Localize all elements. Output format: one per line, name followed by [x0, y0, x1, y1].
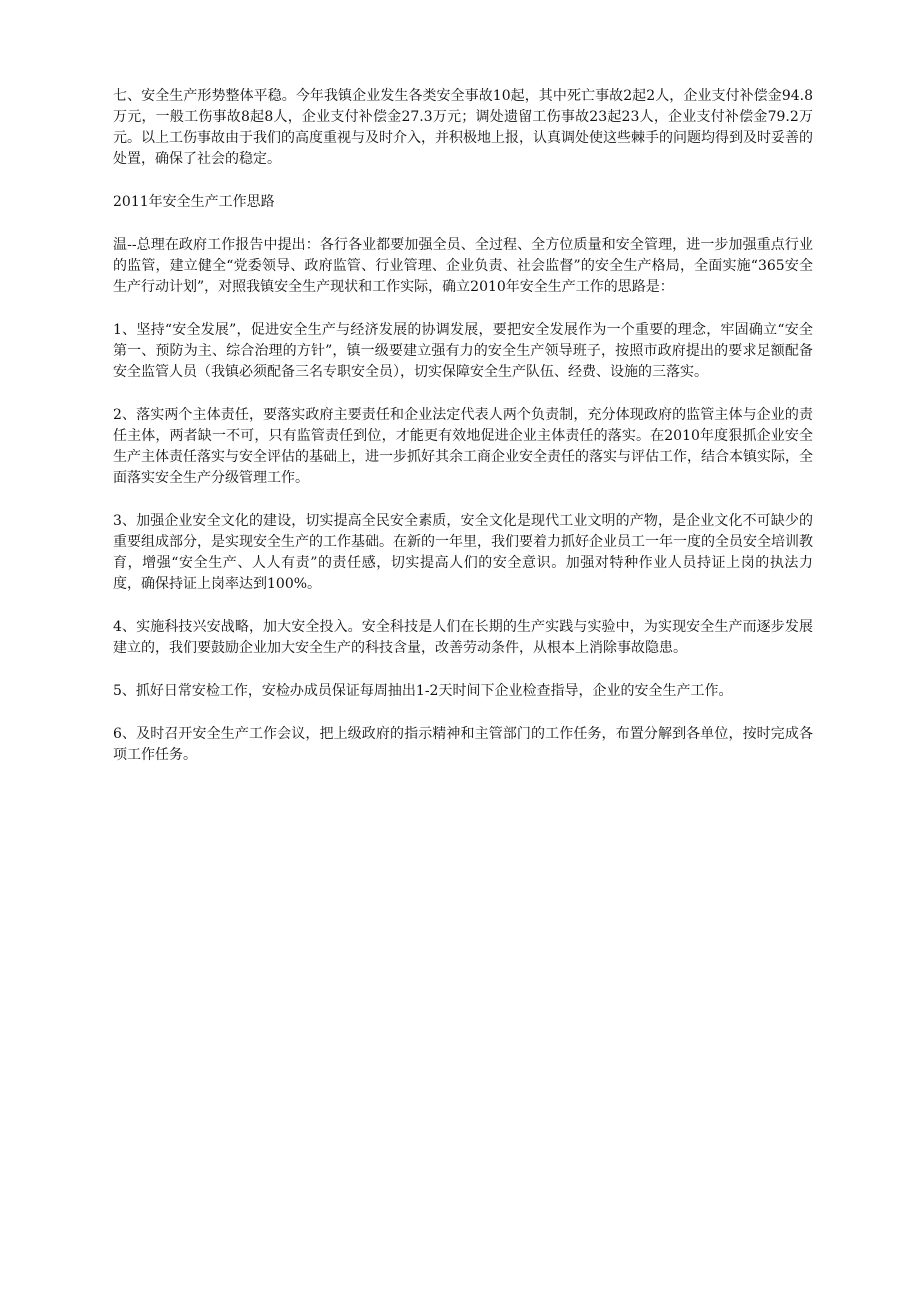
paragraph-safety-status: 七、安全生产形势整体平稳。今年我镇企业发生各类安全事故10起，其中死亡事故2起2人，企业支付补偿金94.8万元，一般工伤事故8起8人，企业支付补偿金27.3万元；调处遗留工伤事故23起23人，企业支付补偿金79.2万元。以上工伤事故由于我们的高度重视与及时介入，并积极地上报，认真调处使这些棘手的问题均得到及时妥善的处置，确保了社会的稳定。 [113, 88, 813, 167]
section-heading-2011-plan: 2011年安全生产工作思路 [113, 194, 275, 210]
paragraph-item-1: 1、坚持“安全发展”，促进安全生产与经济发展的协调发展，要把安全发展作为一个重要的理念，牢固确立“安全第一、预防为主、综合治理的方针”，镇一级要建立强有力的安全生产领导班子，按照市政府提出的要求足额配备安全监管人员（我镇必须配备三名专职安全员），切实保障安全生产队伍、经费、设施的三落实。 [113, 322, 813, 380]
document-body [113, 86, 813, 788]
paragraph-item-5: 5、抓好日常安检工作，安检办成员保证每周抽出1-2天时间下企业检查指导，企业的安全生产工作。 [113, 683, 733, 699]
paragraph-item-6: 6、及时召开安全生产工作会议，把上级政府的指示精神和主管部门的工作任务，布置分解到各单位，按时完成各项工作任务。 [113, 726, 813, 763]
paragraph-item-2: 2、落实两个主体责任，要落实政府主要责任和企业法定代表人两个负责制，充分体现政府的监管主体与企业的责任主体，两者缺一不可，只有监管责任到位，才能更有效地促进企业主体责任的落实。在2010年度狠抓企业安全生产主体责任落实与安全评估的基础上，进一步抓好其余工商企业安全责任的落实与评估工作，结合本镇实际，全面落实安全生产分级管理工作。 [113, 407, 813, 486]
paragraph-item-3: 3、加强企业安全文化的建设，切实提高全民安全素质，安全文化是现代工业文明的产物，是企业文化不可缺少的重要组成部分，是实现安全生产的工作基础。在新的一年里，我们要着力抓好企业员工一年一度的全员安全培训教育，增强“安全生产、人人有责”的责任感，切实提高人们的安全意识。加强对特种作业人员持证上岗的执法力度，确保持证上岗率达到100%。 [113, 513, 813, 592]
paragraph-item-4: 4、实施科技兴安战略，加大安全投入。安全科技是人们在长期的生产实践与实验中，为实现安全生产而逐步发展建立的，我们要鼓励企业加大安全生产的科技含量，改善劳动条件，从根本上消除事故隐患。 [113, 619, 813, 656]
paragraph-intro: 温--总理在政府工作报告中提出：各行各业都要加强全员、全过程、全方位质量和安全管理，进一步加强重点行业的监管，建立健全“党委领导、政府监管、行业管理、企业负责、社会监督”的安全生产格局，全面实施“365安全生产行动计划”，对照我镇安全生产现状和工作实际，确立2010年安全生产工作的思路是： [113, 237, 813, 295]
